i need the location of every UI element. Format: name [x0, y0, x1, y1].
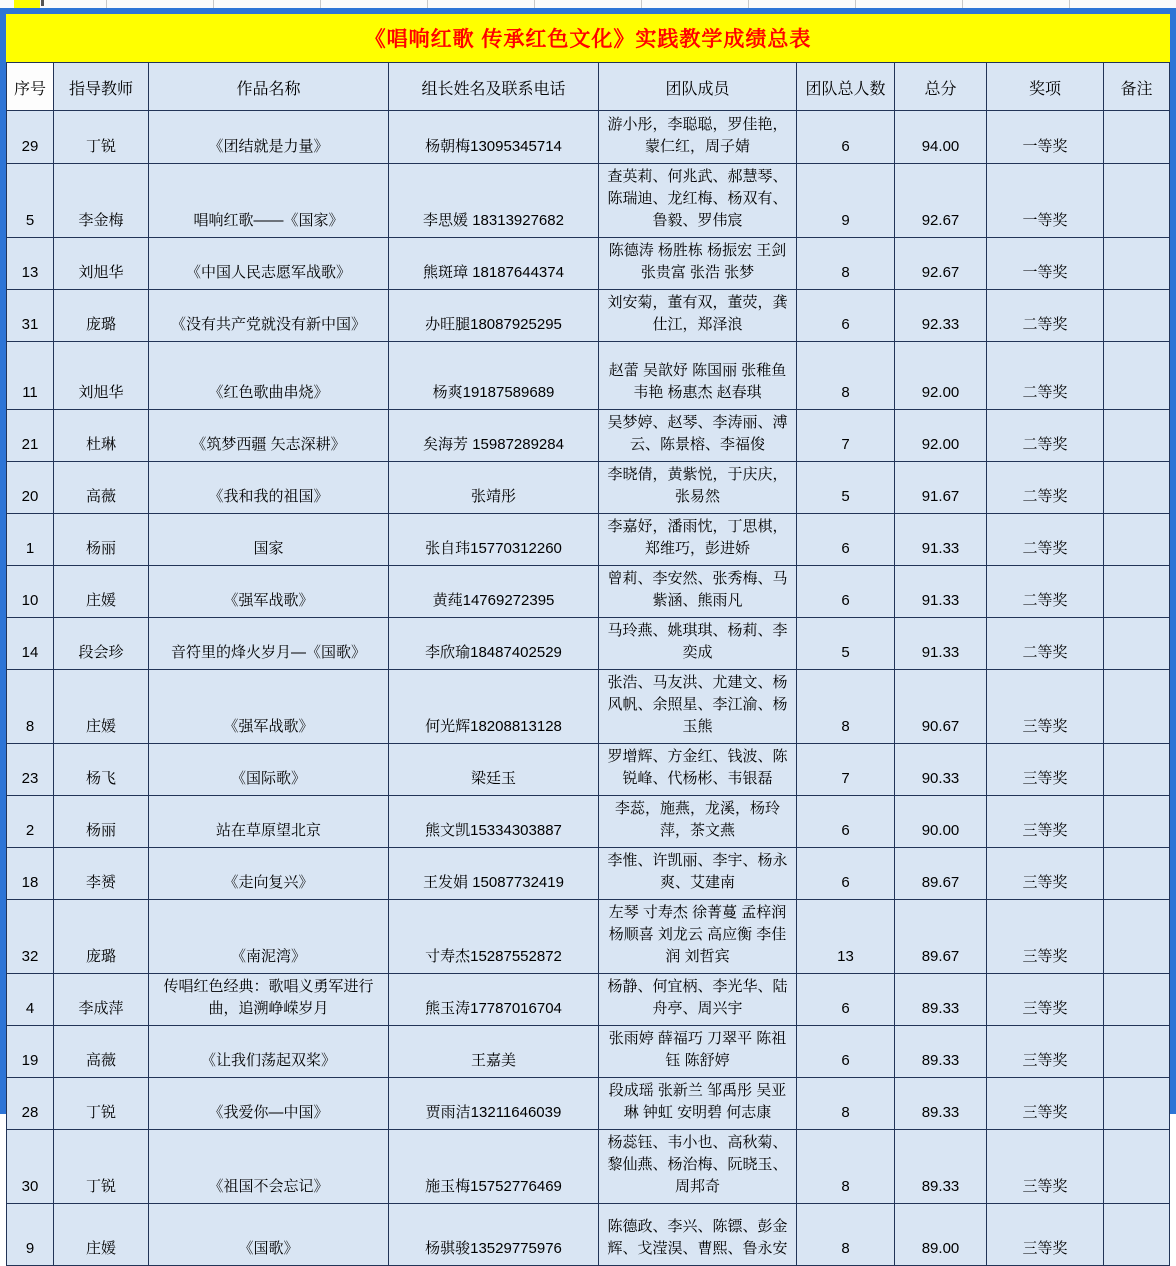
- cell-leader[interactable]: 张靖彤: [389, 462, 599, 514]
- cell-members[interactable]: 陈德政、李兴、陈镖、彭金辉、戈滢淏、曹熙、鲁永安: [599, 1204, 797, 1266]
- cell-score[interactable]: 92.67: [895, 164, 987, 238]
- sheet-frame: [0, 8, 1176, 1257]
- table-row: [7, 618, 1170, 670]
- cell-count[interactable]: 6: [797, 848, 895, 900]
- cell-work[interactable]: 《我爱你—中国》: [149, 1078, 389, 1130]
- cell-members[interactable]: 左琴 寸寿杰 徐菁蔓 孟梓润 杨顺喜 刘龙云 高应衡 李佳润 刘哲宾: [599, 900, 797, 974]
- cell-teacher[interactable]: 丁锐: [54, 111, 149, 164]
- cell-count[interactable]: 13: [797, 900, 895, 974]
- cell-no[interactable]: 19: [7, 1026, 54, 1078]
- cell-count[interactable]: 7: [797, 744, 895, 796]
- cell-work[interactable]: 国家: [149, 514, 389, 566]
- cell-teacher[interactable]: 刘旭华: [54, 342, 149, 410]
- cell-no[interactable]: 21: [7, 410, 54, 462]
- cell-note[interactable]: [1104, 974, 1170, 1026]
- cell-leader[interactable]: 施玉梅15752776469: [389, 1130, 599, 1204]
- cell-score[interactable]: 89.33: [895, 1078, 987, 1130]
- cell-award[interactable]: 三等奖: [987, 796, 1104, 848]
- cell-no[interactable]: 1: [7, 514, 54, 566]
- cell-score[interactable]: 91.33: [895, 566, 987, 618]
- cell-score[interactable]: 94.00: [895, 111, 987, 164]
- cell-work[interactable]: 《没有共产党就没有新中国》: [149, 290, 389, 342]
- cell-no[interactable]: 2: [7, 796, 54, 848]
- cell-work[interactable]: 音符里的烽火岁月—《国歌》: [149, 618, 389, 670]
- table-row: [7, 1026, 1170, 1078]
- cell-teacher[interactable]: 杨丽: [54, 796, 149, 848]
- table-row: [7, 1078, 1170, 1130]
- cell-work[interactable]: 《祖国不会忘记》: [149, 1130, 389, 1204]
- cell-score[interactable]: 89.67: [895, 848, 987, 900]
- cell-leader[interactable]: 熊斑璋 18187644374: [389, 238, 599, 290]
- cell-teacher[interactable]: 丁锐: [54, 1130, 149, 1204]
- table-row: [7, 974, 1170, 1026]
- cell-work[interactable]: 《我和我的祖国》: [149, 462, 389, 514]
- cell-count[interactable]: 6: [797, 1026, 895, 1078]
- cell-award[interactable]: 三等奖: [987, 900, 1104, 974]
- cell-score[interactable]: 89.33: [895, 1130, 987, 1204]
- cell-note[interactable]: [1104, 1204, 1170, 1266]
- cell-teacher[interactable]: 李成萍: [54, 974, 149, 1026]
- cell-work[interactable]: 《筑梦西疆 矢志深耕》: [149, 410, 389, 462]
- table-row: [7, 670, 1170, 744]
- cell-teacher[interactable]: 庄媛: [54, 566, 149, 618]
- header-cell-score[interactable]: 总分: [895, 63, 987, 111]
- cell-score[interactable]: 90.67: [895, 670, 987, 744]
- cell-award[interactable]: 二等奖: [987, 618, 1104, 670]
- cell-leader[interactable]: 梁廷玉: [389, 744, 599, 796]
- table-row: [7, 342, 1170, 410]
- cell-note[interactable]: [1104, 164, 1170, 238]
- cell-members[interactable]: 游小彤，李聪聪，罗佳艳，蒙仁红，周子婧: [599, 111, 797, 164]
- cell-members[interactable]: 查英莉、何兆武、郝慧琴、陈瑞迪、龙红梅、杨双有、鲁毅、罗伟宸: [599, 164, 797, 238]
- cell-members[interactable]: 张浩、马友洪、尤建文、杨风帆、余照星、李江渝、杨玉熊: [599, 670, 797, 744]
- cell-count[interactable]: 6: [797, 974, 895, 1026]
- cell-leader[interactable]: 办旺腿18087925295: [389, 290, 599, 342]
- yellow-cell-fragment: [14, 0, 40, 8]
- cell-note[interactable]: [1104, 566, 1170, 618]
- cell-leader[interactable]: 张自玮15770312260: [389, 514, 599, 566]
- cell-members[interactable]: 张雨婷 薛福巧 刀翠平 陈祖钰 陈舒婷: [599, 1026, 797, 1078]
- spreadsheet-top-strip: [0, 0, 1176, 8]
- cell-award[interactable]: 二等奖: [987, 462, 1104, 514]
- cell-award[interactable]: 二等奖: [987, 410, 1104, 462]
- cell-no[interactable]: 8: [7, 670, 54, 744]
- cell-no[interactable]: 5: [7, 164, 54, 238]
- cell-leader[interactable]: 李欣瑜18487402529: [389, 618, 599, 670]
- table-row: [7, 164, 1170, 238]
- cell-members[interactable]: 李晓倩，黄紫悦，于庆庆，张易然: [599, 462, 797, 514]
- cell-score[interactable]: 91.33: [895, 618, 987, 670]
- cell-teacher[interactable]: 李金梅: [54, 164, 149, 238]
- cell-note[interactable]: [1104, 1078, 1170, 1130]
- cell-award[interactable]: 三等奖: [987, 1078, 1104, 1130]
- cell-note[interactable]: [1104, 462, 1170, 514]
- cell-no[interactable]: 4: [7, 974, 54, 1026]
- cell-score[interactable]: 89.33: [895, 974, 987, 1026]
- cell-leader[interactable]: 李思媛 18313927682: [389, 164, 599, 238]
- cell-score[interactable]: 91.33: [895, 514, 987, 566]
- cell-no[interactable]: 28: [7, 1078, 54, 1130]
- cell-work[interactable]: 《中国人民志愿军战歌》: [149, 238, 389, 290]
- cell-work[interactable]: 《国歌》: [149, 1204, 389, 1266]
- cell-score[interactable]: 91.67: [895, 462, 987, 514]
- table-row: [7, 514, 1170, 566]
- cell-note[interactable]: [1104, 290, 1170, 342]
- header-cell-leader[interactable]: 组长姓名及联系电话: [389, 63, 599, 111]
- cell-work[interactable]: 《团结就是力量》: [149, 111, 389, 164]
- cell-count[interactable]: 6: [797, 796, 895, 848]
- cell-count[interactable]: 8: [797, 670, 895, 744]
- cell-leader[interactable]: 王发娟 15087732419: [389, 848, 599, 900]
- cell-leader[interactable]: 何光辉18208813128: [389, 670, 599, 744]
- cell-note[interactable]: [1104, 900, 1170, 974]
- cell-no[interactable]: 29: [7, 111, 54, 164]
- cell-members[interactable]: 刘安菊，董有双，董荧，龚仕江，郑泽浪: [599, 290, 797, 342]
- cell-award[interactable]: 三等奖: [987, 744, 1104, 796]
- cell-score[interactable]: 92.00: [895, 342, 987, 410]
- cell-award[interactable]: 三等奖: [987, 1026, 1104, 1078]
- cell-note[interactable]: [1104, 342, 1170, 410]
- cell-members[interactable]: 杨静、何宜柄、李光华、陆舟亭、周兴宇: [599, 974, 797, 1026]
- cell-members[interactable]: 赵蕾 吴歆妤 陈国丽 张稚鱼 韦艳 杨惠杰 赵春琪: [599, 342, 797, 410]
- table-row: [7, 410, 1170, 462]
- cell-note[interactable]: [1104, 238, 1170, 290]
- cell-members[interactable]: 罗增辉、方金红、钱波、陈锐峰、代杨彬、韦银磊: [599, 744, 797, 796]
- header-cell-no[interactable]: 序号: [7, 63, 54, 111]
- header-cell-award[interactable]: 奖项: [987, 63, 1104, 111]
- cell-award[interactable]: 二等奖: [987, 566, 1104, 618]
- cell-count[interactable]: 6: [797, 566, 895, 618]
- cell-award[interactable]: 三等奖: [987, 974, 1104, 1026]
- cell-members[interactable]: 李嘉妤，潘雨忱，丁思棋，郑维巧，彭进娇: [599, 514, 797, 566]
- cell-leader[interactable]: 黄莼14769272395: [389, 566, 599, 618]
- cell-no[interactable]: 13: [7, 238, 54, 290]
- cell-award[interactable]: 二等奖: [987, 514, 1104, 566]
- cell-teacher[interactable]: 李赟: [54, 848, 149, 900]
- cell-leader[interactable]: 王嘉美: [389, 1026, 599, 1078]
- cell-award[interactable]: 二等奖: [987, 290, 1104, 342]
- cell-count[interactable]: 6: [797, 111, 895, 164]
- cell-count[interactable]: 7: [797, 410, 895, 462]
- top-strip-mark: [41, 0, 44, 6]
- cell-count[interactable]: 8: [797, 1078, 895, 1130]
- cell-members[interactable]: 李蕊，施燕，龙溪，杨玲萍，茶文燕: [599, 796, 797, 848]
- cell-no[interactable]: 31: [7, 290, 54, 342]
- cell-count[interactable]: 5: [797, 462, 895, 514]
- table-row: [7, 1130, 1170, 1204]
- table-row: [7, 238, 1170, 290]
- cell-note[interactable]: [1104, 1130, 1170, 1204]
- cell-teacher[interactable]: 庄媛: [54, 670, 149, 744]
- cell-work[interactable]: 唱响红歌——《国家》: [149, 164, 389, 238]
- cell-teacher[interactable]: 杜琳: [54, 410, 149, 462]
- cell-note[interactable]: [1104, 111, 1170, 164]
- cell-work[interactable]: 《红色歌曲串烧》: [149, 342, 389, 410]
- cell-award[interactable]: 二等奖: [987, 342, 1104, 410]
- cell-members[interactable]: 李惟、许凯丽、李宇、杨永爽、艾建南: [599, 848, 797, 900]
- cell-teacher[interactable]: 庞璐: [54, 290, 149, 342]
- table-row: [7, 796, 1170, 848]
- cell-score[interactable]: 92.67: [895, 238, 987, 290]
- cell-teacher[interactable]: 杨飞: [54, 744, 149, 796]
- cell-no[interactable]: 14: [7, 618, 54, 670]
- header-row: [7, 63, 1170, 111]
- table-row: [7, 462, 1170, 514]
- cell-teacher[interactable]: 高薇: [54, 1026, 149, 1078]
- cell-teacher[interactable]: 高薇: [54, 462, 149, 514]
- cell-teacher[interactable]: 庄媛: [54, 1204, 149, 1266]
- cell-teacher[interactable]: 丁锐: [54, 1078, 149, 1130]
- cell-no[interactable]: 23: [7, 744, 54, 796]
- table-row: [7, 900, 1170, 974]
- cell-no[interactable]: 20: [7, 462, 54, 514]
- cell-score[interactable]: 92.33: [895, 290, 987, 342]
- cell-members[interactable]: 段成瑶 张新兰 邹禹彤 吴亚琳 钟虹 安明碧 何志康: [599, 1078, 797, 1130]
- header-cell-note[interactable]: 备注: [1104, 63, 1170, 111]
- cell-members[interactable]: 曾莉、李安然、张秀梅、马紫涵、熊雨凡: [599, 566, 797, 618]
- cell-leader[interactable]: 贾雨洁13211646039: [389, 1078, 599, 1130]
- cell-leader[interactable]: 矣海芳 15987289284: [389, 410, 599, 462]
- cell-score[interactable]: 89.67: [895, 900, 987, 974]
- cell-count[interactable]: 6: [797, 290, 895, 342]
- cell-work[interactable]: 《强军战歌》: [149, 670, 389, 744]
- cell-award[interactable]: 三等奖: [987, 848, 1104, 900]
- cell-no[interactable]: 32: [7, 900, 54, 974]
- cell-count[interactable]: 8: [797, 1204, 895, 1266]
- cell-work[interactable]: 《国际歌》: [149, 744, 389, 796]
- cell-award[interactable]: 一等奖: [987, 111, 1104, 164]
- cell-count[interactable]: 5: [797, 618, 895, 670]
- header-cell-work[interactable]: 作品名称: [149, 63, 389, 111]
- cell-note[interactable]: [1104, 796, 1170, 848]
- score-table: [6, 62, 1170, 1266]
- cell-score[interactable]: 89.33: [895, 1026, 987, 1078]
- cell-count[interactable]: 6: [797, 514, 895, 566]
- cell-count[interactable]: 8: [797, 342, 895, 410]
- cell-leader[interactable]: 杨骐骏13529775976: [389, 1204, 599, 1266]
- cell-members[interactable]: 马玲燕、姚琪琪、杨莉、李奕成: [599, 618, 797, 670]
- sheet-title[interactable]: 《唱响红歌 传承红色文化》实践教学成绩总表: [6, 14, 1170, 62]
- cell-leader[interactable]: 杨爽19187589689: [389, 342, 599, 410]
- cell-note[interactable]: [1104, 848, 1170, 900]
- header-cell-teacher[interactable]: 指导教师: [54, 63, 149, 111]
- cell-no[interactable]: 10: [7, 566, 54, 618]
- cell-score[interactable]: 92.00: [895, 410, 987, 462]
- cell-award[interactable]: 一等奖: [987, 164, 1104, 238]
- cell-note[interactable]: [1104, 744, 1170, 796]
- cell-award[interactable]: 三等奖: [987, 670, 1104, 744]
- cell-leader[interactable]: 熊文凯15334303887: [389, 796, 599, 848]
- cell-count[interactable]: 8: [797, 238, 895, 290]
- cell-no[interactable]: 9: [7, 1204, 54, 1266]
- cell-teacher[interactable]: 刘旭华: [54, 238, 149, 290]
- cell-no[interactable]: 30: [7, 1130, 54, 1204]
- cell-work[interactable]: 《让我们荡起双桨》: [149, 1026, 389, 1078]
- cell-score[interactable]: 90.33: [895, 744, 987, 796]
- cell-award[interactable]: 三等奖: [987, 1130, 1104, 1204]
- header-cell-members[interactable]: 团队成员: [599, 63, 797, 111]
- table-row: [7, 566, 1170, 618]
- cell-note[interactable]: [1104, 514, 1170, 566]
- cell-members[interactable]: 陈德涛 杨胜栋 杨振宏 王剑 张贵富 张浩 张梦: [599, 238, 797, 290]
- cell-score[interactable]: 89.00: [895, 1204, 987, 1266]
- cell-score[interactable]: 90.00: [895, 796, 987, 848]
- cell-note[interactable]: [1104, 1026, 1170, 1078]
- cell-members[interactable]: 吴梦婷、赵琴、李涛丽、溥云、陈景榕、李福俊: [599, 410, 797, 462]
- cell-members[interactable]: 杨蕊钰、韦小也、高秋菊、黎仙燕、杨治梅、阮晓玉、周邦奇: [599, 1130, 797, 1204]
- cell-work[interactable]: 站在草原望北京: [149, 796, 389, 848]
- cell-work[interactable]: 《南泥湾》: [149, 900, 389, 974]
- cell-leader[interactable]: 寸寿杰15287552872: [389, 900, 599, 974]
- cell-work[interactable]: 《强军战歌》: [149, 566, 389, 618]
- cell-award[interactable]: 三等奖: [987, 1204, 1104, 1266]
- cell-work[interactable]: 《走向复兴》: [149, 848, 389, 900]
- cell-leader[interactable]: 杨朝梅13095345714: [389, 111, 599, 164]
- cell-count[interactable]: 8: [797, 1130, 895, 1204]
- header-cell-count[interactable]: 团队总人数: [797, 63, 895, 111]
- cell-no[interactable]: 11: [7, 342, 54, 410]
- cell-teacher[interactable]: 杨丽: [54, 514, 149, 566]
- table-row: [7, 111, 1170, 164]
- cell-work[interactable]: 传唱红色经典：歌唱义勇军进行曲，追溯峥嵘岁月: [149, 974, 389, 1026]
- table-row: [7, 744, 1170, 796]
- cell-teacher[interactable]: 庞璐: [54, 900, 149, 974]
- table-row: [7, 848, 1170, 900]
- cell-leader[interactable]: 熊玉涛17787016704: [389, 974, 599, 1026]
- cell-teacher[interactable]: 段会珍: [54, 618, 149, 670]
- cell-no[interactable]: 18: [7, 848, 54, 900]
- cell-note[interactable]: [1104, 670, 1170, 744]
- cell-note[interactable]: [1104, 410, 1170, 462]
- cell-count[interactable]: 9: [797, 164, 895, 238]
- table-row: [7, 290, 1170, 342]
- table-row: [7, 1204, 1170, 1266]
- cell-note[interactable]: [1104, 618, 1170, 670]
- cell-award[interactable]: 一等奖: [987, 238, 1104, 290]
